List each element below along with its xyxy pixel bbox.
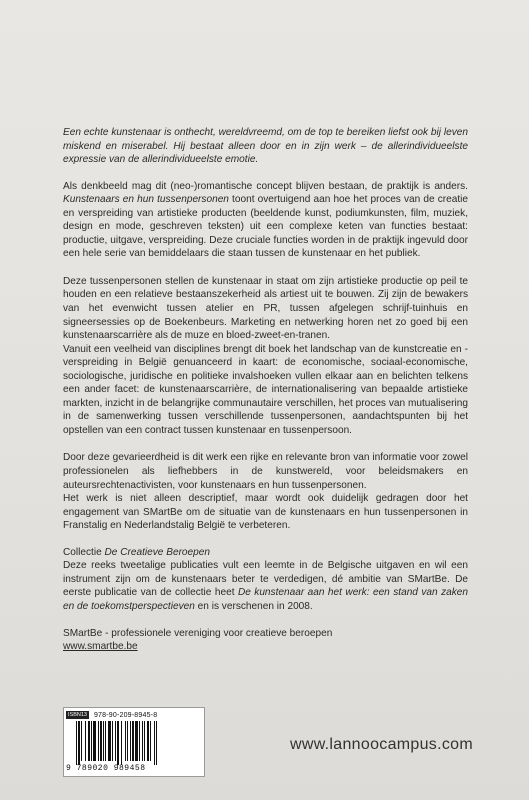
paragraph-1-text-a: Als denkbeeld mag dit (neo-)romantische concept blijven bestaan, de praktijk is anders. <box>63 180 468 192</box>
smartbe-line: SMartBe - professionele vereniging voor creatieve beroepen <box>63 627 333 639</box>
smartbe-link[interactable]: www.smartbe.be <box>63 641 138 653</box>
paragraph-6-text-b: en is verschenen in 2008. <box>194 600 313 612</box>
isbn-row <box>66 710 157 720</box>
isbn-barcode-box <box>63 707 205 777</box>
paragraph-2: Deze tussenpersonen stellen de kunstenaar in staat om zijn artistieke productie op peil te houden en een relatieve bestaanszekerheid als artiest uit te bouwen. Zij zijn de bewakers van het evenwicht tussen atelier en PR, tussen afgelegen schrijf-tuinhuis en signeersessies op de Boekenbeurs. Marketing en netwerking horen net zo goed bij een kunstenaarscarrière als de muze en bloed-zweet-en-tranen. <box>63 275 468 342</box>
isbn-number: 978-90-209-8945-8 <box>93 711 158 719</box>
paragraph-4: Door deze gevarieerdheid is dit werk een rijke en relevante bron van informatie voor zowel professionelen als liefhebbers in de kunstwereld, voor beleidsmakers en auteursrechtenactivisten, voor kunstenaars en hun tussenpersonen. <box>63 452 468 491</box>
paragraph-1 <box>63 180 468 261</box>
barcode-icon <box>74 721 194 765</box>
publisher-website[interactable]: www.lannoocampus.com <box>290 736 473 753</box>
collection-heading <box>63 546 468 560</box>
barcode-digits: 9 789020 989458 <box>66 764 146 773</box>
paragraph-1-text-b: toont overtuigend aan hoe het proces van de creatie en verspreiding van artistieke producten (beeldende kunst, podiumkunsten, film, muziek, design en mode, geschreven teksten) uit een complexe keten van functies bestaat: productie, uitgave, verspreiding. Deze cruciale functies worden in de praktijk ingevuld door een hele serie van bemiddelaars die staan tussen de kunstenaar en het publiek. <box>63 194 468 260</box>
paragraph-3: Vanuit een veelheid van disciplines brengt dit boek het landschap van de kunstcreatie en -verspreiding in België genuanceerd in kaart: de economische, sociaal-economische, sociologische, juridische en politieke invalshoeken vullen elkaar aan en belichten telkens een ander facet: de kunstenaarscarrière, de internationalisering van bepaalde artistieke markten, inzicht in de belangrijke communautaire verschillen, het proces van mutualisering in de samenwerking tussen verschillende tussenpersonen, aandachtspunten bij het opstellen van een contract tussen kunstenaar en tussenpersoon. <box>63 343 468 436</box>
series-first-title: De kunstenaar aan het werk: een stand van zaken en de toekomstperspectieven <box>63 587 469 612</box>
paragraph-6-text-a: Deze reeks tweetalige publicaties vult een leemte in de Belgische uitgaven en wil een instrument zijn om de kunstenaars beter te verdedigen, dé ambitie van SMartBe. De eerste publicatie van de collectie heet <box>63 560 468 599</box>
cover-text <box>63 126 468 654</box>
intro-quote: Een echte kunstenaar is onthecht, wereldvreemd, om de top te bereiken liefst ook bij leven miskend en miserabel. Hij bestaat alleen door en in zijn werk – de allerindividueelste expressie van de allerindividueelste emotie. <box>63 127 468 166</box>
isbn-label: ISBN13 <box>68 712 87 718</box>
collection-name: De Creatieve Beroepen <box>104 546 211 558</box>
book-title: Kunstenaars en hun tussenpersonen <box>63 194 229 206</box>
smartbe-url[interactable] <box>63 640 468 654</box>
collection-label: Collectie <box>63 546 105 558</box>
paragraph-5: Het werk is niet alleen descriptief, maar wordt ook duidelijk gedragen door het engagement van SMartBe om de situatie van de kunstenaars en hun tussenpersonen in Franstalig en Nederlandstalig België te verbeteren. <box>63 493 468 532</box>
paragraph-6 <box>63 559 468 613</box>
